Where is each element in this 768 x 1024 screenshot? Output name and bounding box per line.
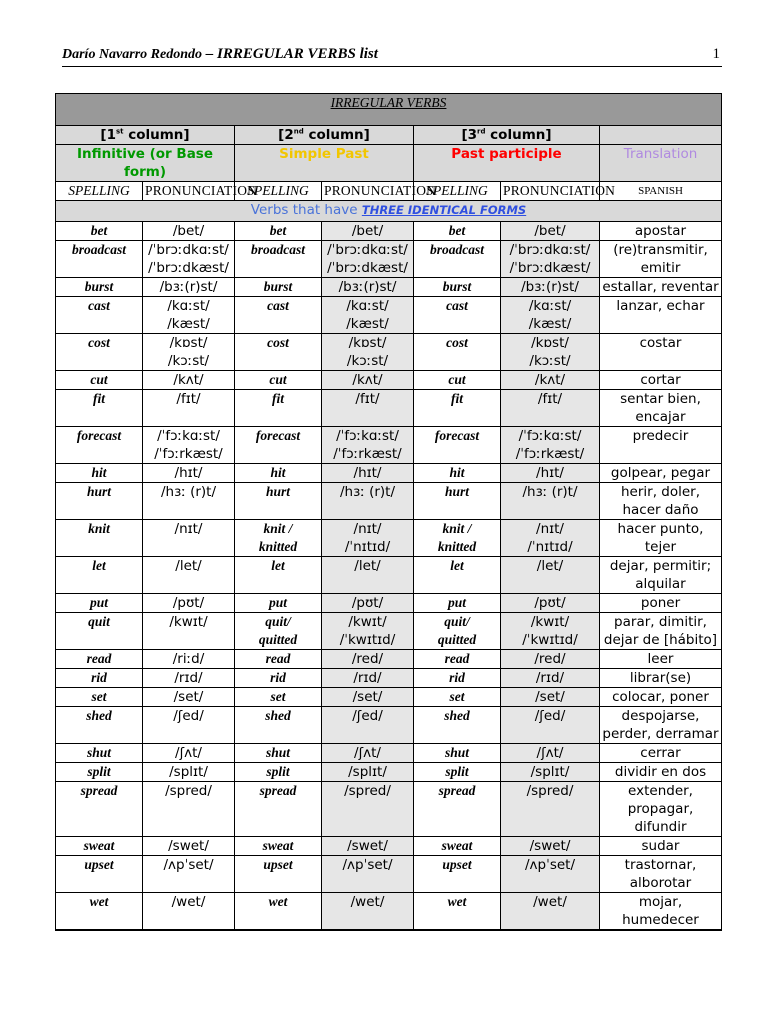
irregular-verbs-table [55, 93, 722, 931]
spanish-translation: sentar bien, encajar [600, 390, 722, 427]
pronunciation-1: /pʊt/ [143, 594, 235, 613]
spelling-2: read [235, 650, 322, 669]
pronunciation-2: /red/ [322, 650, 414, 669]
spanish-translation: apostar [600, 222, 722, 241]
spelling-2: shed [235, 707, 322, 744]
spelling-1: cost [56, 334, 143, 371]
table-row [56, 371, 722, 390]
pronunciation-1: /wet/ [143, 893, 235, 931]
pronunciation-1: /kwɪt/ [143, 613, 235, 650]
pronunciation-3: /splɪt/ [501, 763, 600, 782]
pronunciation-1: /splɪt/ [143, 763, 235, 782]
column-number-row [56, 126, 722, 145]
spelling-2: burst [235, 278, 322, 297]
pronunciation-3: /red/ [501, 650, 600, 669]
header-doc-title: IRREGULAR VERBS list [217, 46, 378, 62]
table-row [56, 744, 722, 763]
pronunciation-2: /wet/ [322, 893, 414, 931]
spelling-2: cost [235, 334, 322, 371]
table-row [56, 782, 722, 837]
spanish-translation: trastornar, alborotar [600, 856, 722, 893]
spelling-2: forecast [235, 427, 322, 464]
table-row [56, 278, 722, 297]
spelling-1: broadcast [56, 241, 143, 278]
page-number: 1 [712, 46, 720, 62]
pronunciation-3: /kwɪt/ /ˈkwɪtɪd/ [501, 613, 600, 650]
table-row [56, 669, 722, 688]
pronunciation-3: /ʌpˈset/ [501, 856, 600, 893]
section-header [56, 201, 722, 222]
simple-past-header: Simple Past [235, 145, 414, 182]
pronunciation-1: /riːd/ [143, 650, 235, 669]
table-row [56, 390, 722, 427]
pronunciation-2: /set/ [322, 688, 414, 707]
spelling-2: upset [235, 856, 322, 893]
spelling-header-3: SPELLING [414, 182, 501, 201]
spelling-2: let [235, 557, 322, 594]
pronunciation-1: /kʌt/ [143, 371, 235, 390]
spelling-3: let [414, 557, 501, 594]
spelling-1: knit [56, 520, 143, 557]
pronunciation-3: /swet/ [501, 837, 600, 856]
pronunciation-3: /hɜː (r)t/ [501, 483, 600, 520]
form-name-row [56, 145, 722, 182]
table-title: IRREGULAR VERBS [56, 94, 722, 126]
pronunciation-header-3: PRONUNCIATION [501, 182, 600, 201]
spelling-2: shut [235, 744, 322, 763]
spanish-translation: parar, dimitir, dejar de [hábito] [600, 613, 722, 650]
column-1-suffix: column] [123, 127, 190, 143]
spelling-3: knit / knitted [414, 520, 501, 557]
spanish-translation: extender, propagar, difundir [600, 782, 722, 837]
spelling-2: hit [235, 464, 322, 483]
spanish-translation: lanzar, echar [600, 297, 722, 334]
table-row [56, 650, 722, 669]
column-2-suffix: column] [303, 127, 370, 143]
spanish-translation: cerrar [600, 744, 722, 763]
table-row [56, 707, 722, 744]
spanish-translation: colocar, poner [600, 688, 722, 707]
spelling-3: cut [414, 371, 501, 390]
spelling-1: set [56, 688, 143, 707]
table-row [56, 464, 722, 483]
table-title-row [56, 94, 722, 126]
pronunciation-1: /ʌpˈset/ [143, 856, 235, 893]
spelling-1: rid [56, 669, 143, 688]
spelling-1: shut [56, 744, 143, 763]
pronunciation-3: /bɜː(r)st/ [501, 278, 600, 297]
pronunciation-1: /spred/ [143, 782, 235, 837]
pronunciation-3: /rɪd/ [501, 669, 600, 688]
spanish-translation: predecir [600, 427, 722, 464]
spelling-1: hurt [56, 483, 143, 520]
pronunciation-3: /nɪt/ /ˈnɪtɪd/ [501, 520, 600, 557]
spelling-1: cut [56, 371, 143, 390]
spelling-3: broadcast [414, 241, 501, 278]
spelling-2: set [235, 688, 322, 707]
spelling-3: bet [414, 222, 501, 241]
column-2-sup: nd [293, 127, 304, 136]
table-row [56, 594, 722, 613]
pronunciation-1: /ʃʌt/ [143, 744, 235, 763]
infinitive-header: Infinitive (or Base form) [56, 145, 235, 182]
spanish-translation: costar [600, 334, 722, 371]
spanish-translation: cortar [600, 371, 722, 390]
spelling-1: forecast [56, 427, 143, 464]
spelling-2: sweat [235, 837, 322, 856]
pronunciation-2: /ʌpˈset/ [322, 856, 414, 893]
spelling-1: upset [56, 856, 143, 893]
pronunciation-1: /kɒst/ /kɔːst/ [143, 334, 235, 371]
spelling-3: quit/ quitted [414, 613, 501, 650]
spelling-3: forecast [414, 427, 501, 464]
table-row [56, 334, 722, 371]
column-3-num: [3 [461, 127, 478, 143]
spelling-3: read [414, 650, 501, 669]
pronunciation-3: /kɒst/ /kɔːst/ [501, 334, 600, 371]
pronunciation-2: /nɪt/ /ˈnɪtɪd/ [322, 520, 414, 557]
pronunciation-1: /nɪt/ [143, 520, 235, 557]
pronunciation-3: /let/ [501, 557, 600, 594]
pronunciation-1: /bet/ [143, 222, 235, 241]
spanish-translation: golpear, pegar [600, 464, 722, 483]
pronunciation-2: /splɪt/ [322, 763, 414, 782]
spelling-3: cost [414, 334, 501, 371]
spelling-1: fit [56, 390, 143, 427]
pronunciation-header-1: PRONUNCIATION [143, 182, 235, 201]
pronunciation-2: /rɪd/ [322, 669, 414, 688]
table-row [56, 688, 722, 707]
spelling-3: cast [414, 297, 501, 334]
pronunciation-3: /fɪt/ [501, 390, 600, 427]
pronunciation-1: /hɪt/ [143, 464, 235, 483]
spelling-1: sweat [56, 837, 143, 856]
past-participle-header: Past participle [414, 145, 600, 182]
spelling-1: hit [56, 464, 143, 483]
header-separator: – [202, 46, 218, 62]
spelling-2: wet [235, 893, 322, 931]
spelling-2: knit / knitted [235, 520, 322, 557]
section-emphasis: THREE IDENTICAL FORMS [361, 203, 527, 217]
spelling-3: split [414, 763, 501, 782]
table-row [56, 763, 722, 782]
pronunciation-1: /rɪd/ [143, 669, 235, 688]
spanish-translation: sudar [600, 837, 722, 856]
pronunciation-3: /wet/ [501, 893, 600, 931]
spanish-translation: dividir en dos [600, 763, 722, 782]
pronunciation-2: /spred/ [322, 782, 414, 837]
spelling-2: quit/ quitted [235, 613, 322, 650]
spelling-2: split [235, 763, 322, 782]
pronunciation-3: /pʊt/ [501, 594, 600, 613]
table-row [56, 613, 722, 650]
pronunciation-2: /ˈfɔːkɑːst/ /ˈfɔːrkæst/ [322, 427, 414, 464]
spelling-1: let [56, 557, 143, 594]
spelling-1: wet [56, 893, 143, 931]
spelling-header-1: SPELLING [56, 182, 143, 201]
column-3-header [414, 126, 600, 145]
spelling-3: upset [414, 856, 501, 893]
spelling-1: spread [56, 782, 143, 837]
spelling-2: spread [235, 782, 322, 837]
pronunciation-2: /ˈbrɔːdkɑːst/ /ˈbrɔːdkæst/ [322, 241, 414, 278]
spelling-1: shed [56, 707, 143, 744]
spelling-header-2: SPELLING [235, 182, 322, 201]
spelling-1: quit [56, 613, 143, 650]
header-author: Darío Navarro Redondo [62, 47, 203, 62]
table-row [56, 297, 722, 334]
pronunciation-2: /ʃed/ [322, 707, 414, 744]
pronunciation-3: /ˈfɔːkɑːst/ /ˈfɔːrkæst/ [501, 427, 600, 464]
pronunciation-2: /kɒst/ /kɔːst/ [322, 334, 414, 371]
header-title [62, 46, 378, 63]
column-4-header [600, 126, 722, 145]
pronunciation-1: /let/ [143, 557, 235, 594]
spelling-3: rid [414, 669, 501, 688]
spanish-header: SPANISH [600, 182, 722, 201]
page-header [62, 44, 722, 67]
spanish-translation: librar(se) [600, 669, 722, 688]
pronunciation-2: /let/ [322, 557, 414, 594]
pronunciation-3: /hɪt/ [501, 464, 600, 483]
pronunciation-1: /ˈbrɔːdkɑːst/ /ˈbrɔːdkæst/ [143, 241, 235, 278]
spanish-translation: estallar, reventar [600, 278, 722, 297]
table-row [56, 557, 722, 594]
spelling-2: broadcast [235, 241, 322, 278]
spelling-3: shut [414, 744, 501, 763]
section-prefix: Verbs that have [250, 202, 362, 218]
pronunciation-1: /swet/ [143, 837, 235, 856]
table-row [56, 856, 722, 893]
pronunciation-1: /kɑːst/ /kæst/ [143, 297, 235, 334]
spelling-3: spread [414, 782, 501, 837]
pronunciation-2: /kɑːst/ /kæst/ [322, 297, 414, 334]
spelling-3: set [414, 688, 501, 707]
pronunciation-2: /kwɪt/ /ˈkwɪtɪd/ [322, 613, 414, 650]
pronunciation-2: /fɪt/ [322, 390, 414, 427]
pronunciation-3: /ʃed/ [501, 707, 600, 744]
pronunciation-1: /hɜː (r)t/ [143, 483, 235, 520]
spelling-2: rid [235, 669, 322, 688]
pronunciation-3: /spred/ [501, 782, 600, 837]
pronunciation-1: /bɜː(r)st/ [143, 278, 235, 297]
spelling-1: split [56, 763, 143, 782]
pronunciation-2: /pʊt/ [322, 594, 414, 613]
spanish-translation: herir, doler, hacer daño [600, 483, 722, 520]
pronunciation-2: /swet/ [322, 837, 414, 856]
spelling-2: fit [235, 390, 322, 427]
pronunciation-1: /ʃed/ [143, 707, 235, 744]
translation-header: Translation [600, 145, 722, 182]
spelling-3: sweat [414, 837, 501, 856]
spelling-3: shed [414, 707, 501, 744]
table-row [56, 837, 722, 856]
spanish-translation: mojar, humedecer [600, 893, 722, 931]
spanish-translation: hacer punto, tejer [600, 520, 722, 557]
spelling-1: read [56, 650, 143, 669]
pronunciation-3: /ʃʌt/ [501, 744, 600, 763]
spelling-3: hurt [414, 483, 501, 520]
table-row [56, 483, 722, 520]
pronunciation-1: /set/ [143, 688, 235, 707]
spelling-3: hit [414, 464, 501, 483]
spelling-1: put [56, 594, 143, 613]
table-row [56, 222, 722, 241]
section-header-row [56, 201, 722, 222]
pronunciation-header-2: PRONUNCIATION [322, 182, 414, 201]
column-1-num: [1 [100, 127, 116, 143]
pronunciation-1: /fɪt/ [143, 390, 235, 427]
spelling-1: burst [56, 278, 143, 297]
pronunciation-3: /ˈbrɔːdkɑːst/ /ˈbrɔːdkæst/ [501, 241, 600, 278]
spelling-2: hurt [235, 483, 322, 520]
column-1-header [56, 126, 235, 145]
spelling-1: cast [56, 297, 143, 334]
pronunciation-2: /hɜː (r)t/ [322, 483, 414, 520]
table-row [56, 241, 722, 278]
pronunciation-1: /ˈfɔːkɑːst/ /ˈfɔːrkæst/ [143, 427, 235, 464]
pronunciation-2: /hɪt/ [322, 464, 414, 483]
spelling-3: put [414, 594, 501, 613]
column-3-sup: rd [477, 127, 486, 136]
column-2-num: [2 [278, 127, 294, 143]
spelling-2: cast [235, 297, 322, 334]
pronunciation-2: /bet/ [322, 222, 414, 241]
sub-header-row [56, 182, 722, 201]
spanish-translation: dejar, permitir; alquilar [600, 557, 722, 594]
spelling-1: bet [56, 222, 143, 241]
column-3-suffix: column] [485, 127, 552, 143]
pronunciation-2: /ʃʌt/ [322, 744, 414, 763]
spanish-translation: poner [600, 594, 722, 613]
table-row [56, 893, 722, 931]
spanish-translation: (re)transmitir, emitir [600, 241, 722, 278]
spelling-2: cut [235, 371, 322, 390]
pronunciation-2: /bɜː(r)st/ [322, 278, 414, 297]
table-row [56, 520, 722, 557]
spelling-3: fit [414, 390, 501, 427]
table-row [56, 427, 722, 464]
pronunciation-3: /kɑːst/ /kæst/ [501, 297, 600, 334]
spanish-translation: despojarse, perder, derramar [600, 707, 722, 744]
spelling-3: burst [414, 278, 501, 297]
pronunciation-3: /kʌt/ [501, 371, 600, 390]
column-2-header [235, 126, 414, 145]
spelling-3: wet [414, 893, 501, 931]
spelling-2: bet [235, 222, 322, 241]
pronunciation-3: /bet/ [501, 222, 600, 241]
column-1-sup: st [115, 127, 124, 136]
spelling-2: put [235, 594, 322, 613]
pronunciation-3: /set/ [501, 688, 600, 707]
pronunciation-2: /kʌt/ [322, 371, 414, 390]
spanish-translation: leer [600, 650, 722, 669]
